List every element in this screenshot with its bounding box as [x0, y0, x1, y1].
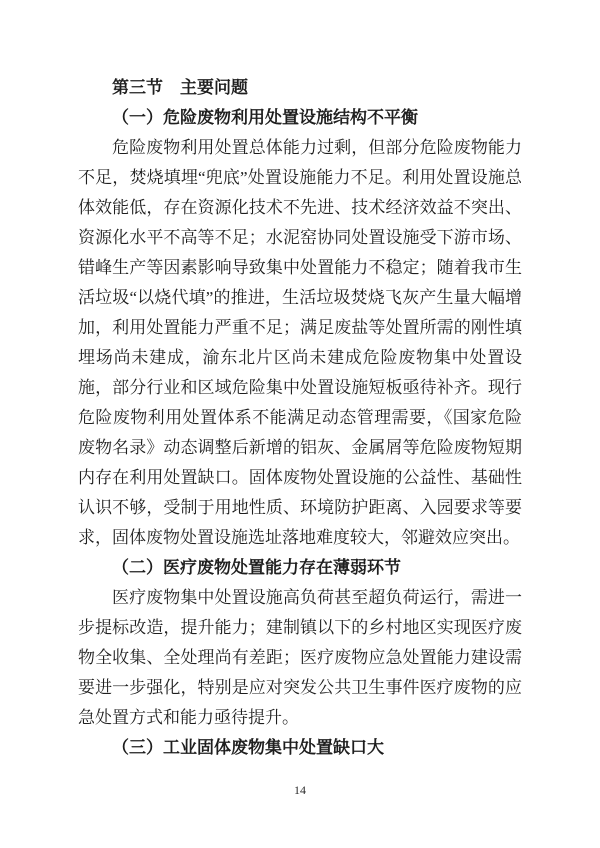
subsection-heading-2: （二）医疗废物处置能力存在薄弱环节 [112, 558, 401, 577]
subsection-heading-3: （三）工业固体废物集中处置缺口大 [112, 738, 384, 757]
paragraph-1: 危险废物利用处置总体能力过剩，但部分危险废物能力不足，焚烧填埋“兜底”处置设施能力不足。利用处置设施总体效能低，存在资源化技术不先进、技术经济效益不突出、资源化水平不高等不足；水泥窑协同处置设施受下游市场、错峰生产等因素影响导致集中处置能力不稳定；随着我市生活垃圾“以烧代填”的推进，生活垃圾焚烧飞灰产生量大幅增加，利用处置能力严重不足；满足废盐等处置所需的刚性填埋场尚未建成，渝东北片区尚未建成危险废物集中处置设施，部分行业和区域危险集中处置设施短板亟待补齐。现行危险废物利用处置体系不能满足动态管理需要，《国家危险废物名录》动态调整后新增的铝灰、金属屑等危险废物短期内存在利用处置缺口。固体废物处置设施的公益性、基础性认识不够，受制于用地性质、环境防护距离、入园要求等要求，固体废物处置设施选址落地难度较大，邻避效应突出。 [78, 138, 522, 547]
paragraph-2: 医疗废物集中处置设施高负荷甚至超负荷运行，需进一步提标改造，提升能力；建制镇以下的乡村地区实现医疗废物全收集、全处理尚有差距；医疗废物应急处置能力建设需要进一步强化，特别是应对突发公共卫生事件医疗废物的应急处置方式和能力亟待提升。 [78, 588, 522, 727]
page-content [78, 73, 522, 763]
page-number: 14 [294, 783, 306, 797]
section-heading: 第三节 主要问题 [112, 78, 248, 97]
subsection-heading-1: （一）危险废物利用处置设施结构不平衡 [112, 108, 418, 127]
